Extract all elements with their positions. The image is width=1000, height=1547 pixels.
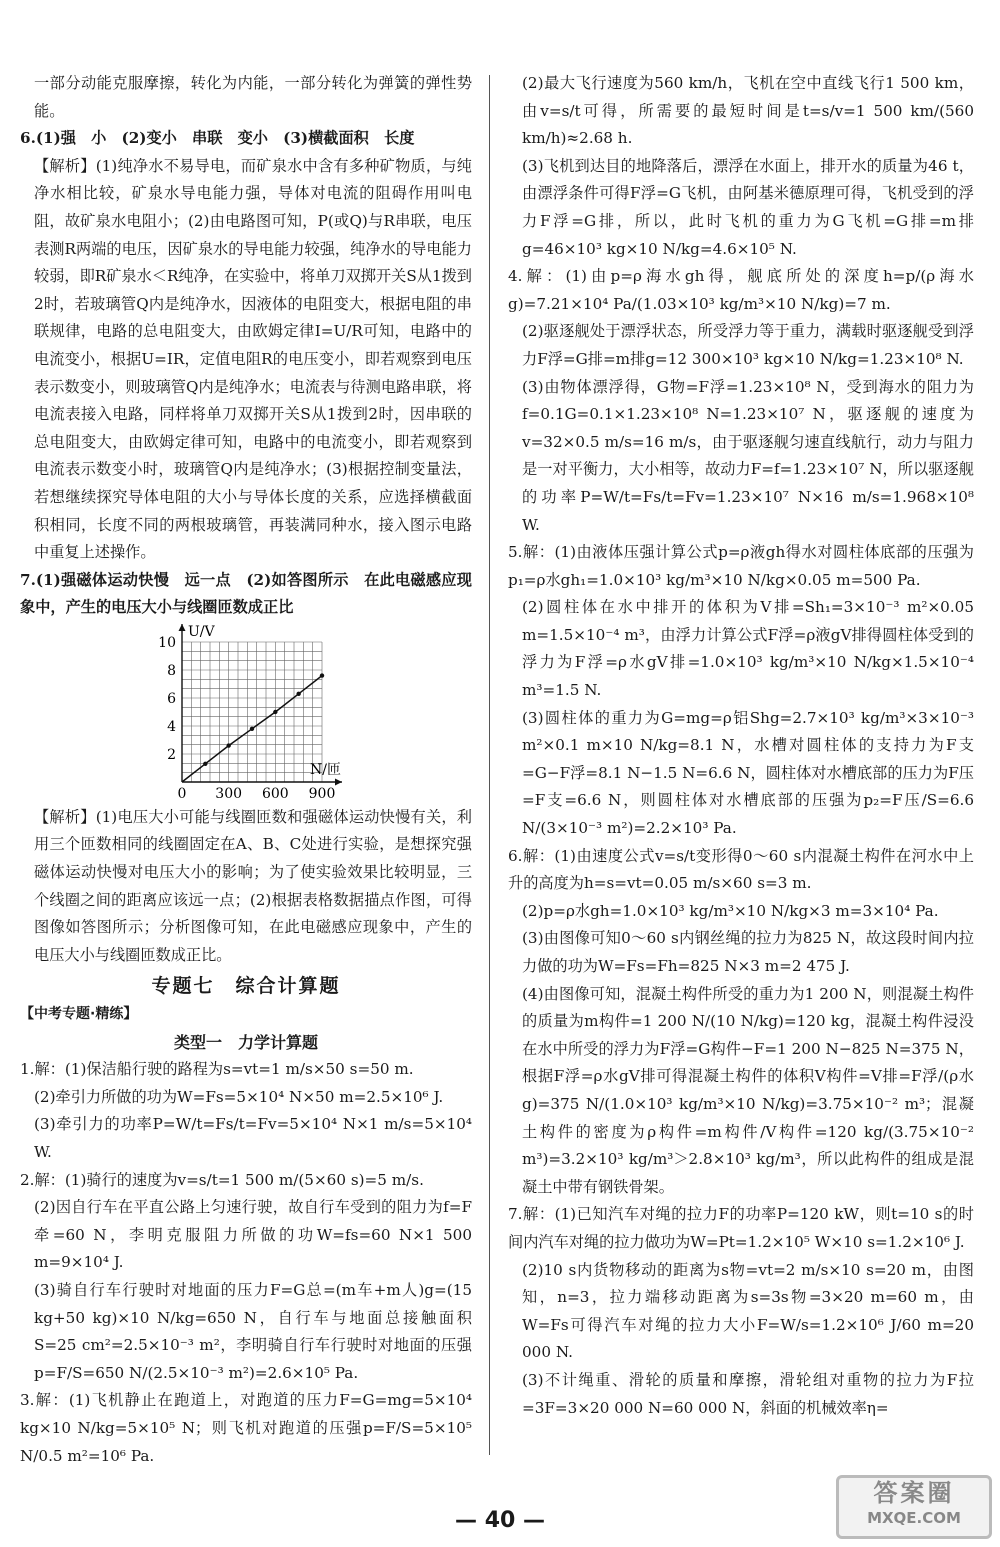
para-r8: 6.解：(1)由速度公式v=s/t变形得0～60 s内混凝土构件在河水中上升的高度为h=s=vt=0.05 m/s×60 s=3 m. [508, 846, 974, 893]
graph-ylabel: U/V [188, 623, 215, 640]
para-l2-4: (2)因自行车在平直公路上匀速行驶，故自行车受到的阻力为f=F牵=60 N，李明克服阻力所做的功W=fs=60 N×1 500 m=9×10⁴ J. [34, 1198, 472, 1272]
y-axis-arrow [179, 624, 186, 631]
para-r7: (3)圆柱体的重力为G=mg=ρ铝Shg=2.7×10³ kg/m³×3×10⁻³ m²×0.1 m×10 N/kg=8.1 N，水槽对圆柱体的支持力为F支=G−F浮=8.1 N−1.5 N=6.6 N，圆柱体对水槽底部的压力为F压=F支=6.6 N，则圆柱体对水槽底部的压强为p₂=F压/S=6.6 N/(3×10⁻³ m²)=2.2×10³ Pa. [522, 708, 974, 838]
y-tick-label: 8 [167, 662, 176, 679]
left-column [20, 70, 472, 1470]
para-l2: 【解析】(1)纯净水不易导电，而矿泉水中含有多种矿物质，与纯净水相比较，矿泉水导电能力强，导体对电流的阻碍作用叫电阻，故矿泉水电阻小；(2)由电路图可知，P(或Q)与R串联，电压表测R两端的电压，因矿泉水的导电能力较强，纯净水的导电能力较弱，即R矿泉水＜R纯净，在实验中，将单刀双掷开关S从1拨到2时，若玻璃管Q内是纯净水，因液体的电阻变大，根据电阻的串联规律，电路的总电阻变大，由欧姆定律I=U/R可知，电路中的电流变小，根据U=IR，定值电阻R的电压变小，即若观察到电压表示数变小，则玻璃管Q内是纯净水；电流表与待测电路串联，将电流表接入电路，同样将单刀双掷开关S从1拨到2时，因串联的总电阻变大，由欧姆定律可知，电路中的电流变小，即若观察到电流表示数变小时，玻璃管Q内是纯净水；(3)根据控制变量法，若想继续探究导体电阻的大小与导体长度的关系，应选择横截面积相同，长度不同的两根玻璃管，再装满同种水，接入图示电路中重复上述操作。 [34, 156, 472, 562]
para-r3: (2)驱逐舰处于漂浮状态，所受浮力等于重力，满载时驱逐舰受到浮力F浮=G排=m排g=12 300×10³ kg×10 N/kg=1.23×10⁸ N. [522, 322, 974, 368]
para-l2-5: (3)骑自行车行驶时对地面的压力F=G总=(m车+m人)g=(15 kg+50 kg)×10 N/kg=650 N，自行车与地面总接触面积S=25 cm²=2.5×10⁻³ m²，李明骑自行车行驶时对地面的压强p=F/S=650 N/(2.5×10⁻³ m²)=2.6×10⁵ Pa. [34, 1280, 472, 1382]
section-title: 专题七 综合计算题 [151, 975, 341, 998]
graph-xlabel: N/匝 [310, 761, 341, 778]
para-r6: (2)圆柱体在水中排开的体积为V排=Sh₁=3×10⁻³ m²×0.05 m=1.5×10⁻⁴ m³，由浮力计算公式F浮=ρ液gV排得圆柱体受到的浮力为F浮=ρ水gV排=1.0×10³ kg/m³×10 N/kg×1.5×10⁻⁴ m³=1.5 N. [522, 598, 974, 700]
watermark-line1: 答案圈 [873, 1479, 955, 1507]
para-l2-2: (3)牵引力的功率P=W/t=Fs/t=Fv=5×10⁴ N×1 m/s=5×10⁴ W. [34, 1115, 472, 1161]
y-tick-label: 6 [167, 690, 176, 707]
para-r9: (2)p=ρ水gh=1.0×10³ kg/m³×10 N/kg×3 m=3×10⁴ Pa. [522, 901, 939, 920]
para-l2-6: 3.解：(1)飞机静止在跑道上，对跑道的压力F=G=mg=5×10⁴ kg×10 N/kg=5×10⁵ N；则飞机对跑道的压强p=F/S=5×10⁵ N/0.5 m²=10⁶ Pa. [20, 1391, 472, 1465]
x-tick-label: 0 [177, 785, 187, 802]
para-r10: (3)由图像可知0～60 s内钢丝绳的拉力为825 N，故这段时间内拉力做的功为W=Fs=Fh=825 N×3 m=2 475 J. [522, 929, 974, 975]
x-tick-label: 600 [261, 785, 289, 802]
data-point [296, 691, 300, 695]
para-r12: 7.解：(1)已知汽车对绳的拉力F的功率P=120 kW，则t=10 s的时间内汽车对绳的拉力做功为W=Pt=1.2×10⁵ W×10 s=1.2×10⁶ J. [508, 1205, 974, 1251]
y-tick-label: 10 [158, 634, 176, 651]
x-axis-arrow [335, 778, 342, 785]
graph-grid [182, 642, 322, 782]
watermark-line2: MXQE.COM [867, 1509, 961, 1527]
para-r11: (4)由图像可知，混凝土构件所受的重力为1 200 N，则混凝土构件的质量为m构件=1 200 N/(10 N/kg)=120 kg，混凝土构件浸没在水中所受的浮力为F浮=G构件−F=1 200 N−825 N=375 N，根据F浮=ρ水gV排可得混凝土构件的体积V构件=V排=F浮/(ρ水g)=375 N/(1.0×10³ kg/m³×10 N/kg)=3.75×10⁻² m³；混凝土构件的密度为ρ构件=m构件/V构件=120 kg/(3.75×10⁻² m³)=3.2×10³ kg/m³＞2.8×10³ kg/m³，所以此构件的组成是混凝土中带有钢铁骨架。 [522, 984, 974, 1196]
para-l2-1: (2)牵引力所做的功为W=Fs=5×10⁴ N×50 m=2.5×10⁶ J. [34, 1087, 444, 1106]
para-l2-0: 1.解：(1)保洁船行驶的路程为s=vt=1 m/s×50 s=50 m. [20, 1060, 414, 1079]
para-r4: (3)由物体漂浮得，G物=F浮=1.23×10⁸ N，受到海水的阻力为f=0.1G=0.1×1.23×10⁸ N=1.23×10⁷ N，驱逐舰的速度为v=32×0.5 m/s=16 m/s，由于驱逐舰匀速直线航行，动力与阻力是一对平衡力，大小相等，故动力F=f=1.23×10⁷ N，所以驱逐舰的功率P=W/t=Fs/t=Fv=1.23×10⁷ N×16 m/s=1.968×10⁸ W. [522, 377, 974, 534]
voltage-turns-graph [140, 624, 360, 804]
para-l1: 6.(1)强 小 (2)变小 串联 变小 (3)横截面积 长度 [20, 129, 415, 148]
right-column [508, 70, 974, 1422]
x-tick-label: 900 [308, 785, 336, 802]
data-point [250, 726, 254, 730]
para-r0: (2)最大飞行速度为560 km/h，飞机在空中直线飞行1 500 km，由v=s/t可得，所需要的最短时间是t=s/v=1 500 km/(560 km/h)≈2.68 h. [522, 74, 974, 148]
data-point [320, 673, 324, 677]
para-r2: 4.解：(1)由p=ρ海水gh得，舰底所处的深度h=p/(ρ海水g)=7.21×10⁴ Pa/(1.03×10³ kg/m³×10 N/kg)=7 m. [508, 267, 974, 313]
para-l2-3: 2.解：(1)骑行的速度为v=s/t=1 500 m/(5×60 s)=5 m/s. [20, 1170, 424, 1189]
section-badge: 【中考专题·精练】 [20, 1006, 138, 1023]
data-point [273, 710, 277, 714]
graph-series [182, 673, 324, 782]
site-watermark-logo [836, 1475, 992, 1539]
para-r5: 5.解：(1)由液体压强计算公式p=ρ液gh得水对圆柱体底部的压强为p₁=ρ水gh₁=1.0×10³ kg/m³×10 N/kg×0.05 m=500 Pa. [508, 543, 974, 589]
y-tick-label: 2 [167, 746, 176, 763]
data-point [203, 761, 207, 765]
page-number: — 40 — [455, 1508, 545, 1533]
para-l0: 一部分动能克服摩擦，转化为内能，一部分转化为弹簧的弹性势能。 [34, 74, 472, 120]
y-tick-label: 4 [167, 718, 176, 735]
para-r1: (3)飞机到达目的地降落后，漂浮在水面上，排开水的质量为46 t，由漂浮条件可得F浮=G飞机，由阿基米德原理可得，飞机受到的浮力F浮=G排，所以，此时飞机的重力为G飞机=G排=m排g=46×10³ kg×10 N/kg=4.6×10⁵ N. [522, 156, 974, 258]
para-l3: 7.(1)强磁体运动快慢 远一点 (2)如答图所示 在此电磁感应现象中，产生的电压大小与线圈匝数成正比 [20, 570, 472, 617]
section-subtitle: 类型一 力学计算题 [173, 1032, 318, 1052]
para-r14: (3)不计绳重、滑轮的质量和摩擦，滑轮组对重物的拉力为F拉=3F=3×20 000 N=60 000 N，斜面的机械效率η= [522, 1370, 974, 1417]
column-divider [489, 75, 490, 1455]
data-point [226, 743, 230, 747]
graph-ticks [158, 635, 335, 802]
para-r13: (2)10 s内货物移动的距离为s物=vt=2 m/s×10 s=20 m，由图知，n=3，拉力端移动距离为s=3s物=3×20 m=60 m，由W=Fs可得汽车对绳的拉力大小F=W/s=1.2×10⁶ J/60 m=20 000 N. [522, 1260, 974, 1362]
x-tick-label: 300 [215, 785, 243, 802]
para-l4: 【解析】(1)电压大小可能与线圈匝数和强磁体运动快慢有关，利用三个匝数相同的线圈固定在A、B、C处进行实验，是想探究强磁体运动快慢对电压大小的影响；为了使实验效果比较明显，三个线圈之间的距离应该远一点；(2)根据表格数据描点作图，可得图像如答图所示；分析图像可知，在此电磁感应现象中，产生的电压大小与线圈匝数成正比。 [34, 807, 472, 964]
